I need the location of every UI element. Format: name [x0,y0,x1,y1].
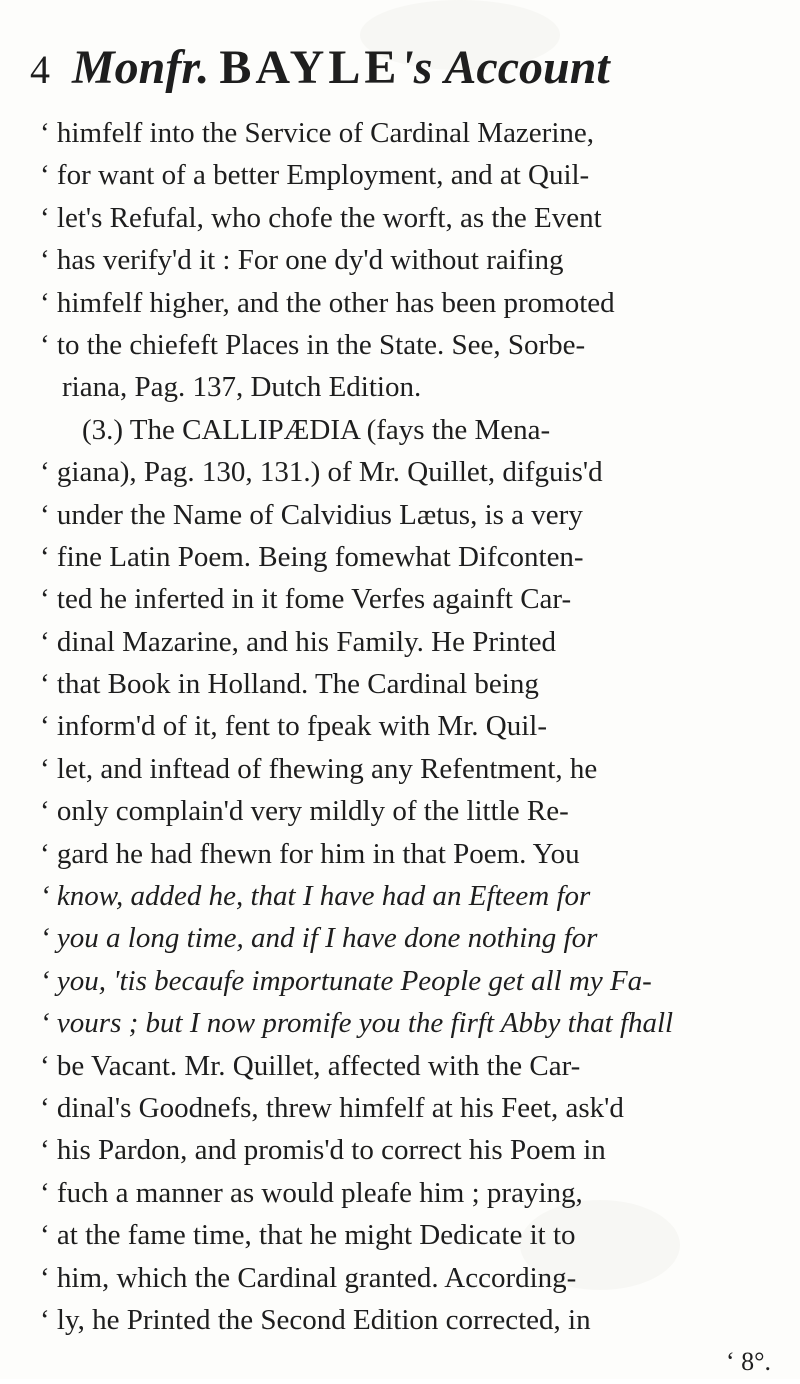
footnote-start: (3.) The CALLIPÆDIA (fays the Mena- [82,413,551,446]
page-number: 4 [30,47,50,92]
text-line: ‘ gard he had fhewn for him in that Poem. You [40,837,580,870]
body-text [40,112,775,1384]
header-title-monsieur: Monfr. [72,41,210,94]
text-line: ‘ his Pardon, and promis'd to correct his Poem in [40,1134,606,1167]
text-line: ‘ dinal's Goodnefs, threw himfelf at his Feet, ask'd [40,1091,624,1124]
text-line: ‘ let's Refufal, who chofe the worft, as the Event [40,201,602,234]
header-title-bayle: BAYLE [219,41,401,94]
text-line: ‘ know, added he, that I have had an Efteem for [40,880,591,913]
text-line: riana, Pag. 137, Dutch Edition. [62,371,422,404]
running-header [30,38,610,98]
text-line: ‘ that Book in Holland. The Cardinal being [40,668,539,701]
text-line: ‘ ly, he Printed the Second Edition corrected, in [40,1303,591,1336]
text-line: ‘ ted he inferted in it fome Verfes againft Car- [40,583,572,616]
text-line: ‘ giana), Pag. 130, 131.) of Mr. Quillet, difguis'd [40,456,603,489]
text-line: ‘ inform'd of it, fent to fpeak with Mr. Quil- [40,710,547,743]
text-line: ‘ under the Name of Calvidius Lætus, is a very [40,498,583,531]
text-line: ‘ let, and inftead of fhewing any Refentment, he [40,752,598,785]
text-line: ‘ has verify'd it : For one dy'd without raifing [40,244,564,277]
text-line: ‘ vours ; but I now promife you the firft Abby that fhall [40,1007,674,1040]
catchword: ‘ 8°. [725,1347,771,1377]
text-line: ‘ you, 'tis becaufe importunate People get all my Fa- [40,964,652,997]
text-line: ‘ be Vacant. Mr. Quillet, affected with the Car- [40,1049,581,1082]
text-line: ‘ him, which the Cardinal granted. According- [40,1261,577,1294]
text-line: ‘ to the chiefeft Places in the State. See, Sorbe- [40,328,586,361]
text-line: ‘ only complain'd very mildly of the little Re- [40,795,569,828]
text-line: ‘ himfelf higher, and the other has been promoted [40,286,615,319]
text-line: ‘ himfelf into the Service of Cardinal Mazerine, [40,117,595,149]
text-line: ‘ fuch a manner as would pleafe him ; praying, [40,1176,583,1209]
text-line: ‘ for want of a better Employment, and at Quil- [40,159,590,192]
text-line: ‘ you a long time, and if I have done nothing for [40,922,598,955]
text-line: ‘ fine Latin Poem. Being fomewhat Difconten- [40,540,584,573]
header-title-possessive: 's [400,41,433,94]
header-title-account: Account [444,41,610,94]
text-line: ‘ dinal Mazarine, and his Family. He Printed [40,625,556,658]
text-line: ‘ at the fame time, that he might Dedicate it to [40,1219,576,1252]
